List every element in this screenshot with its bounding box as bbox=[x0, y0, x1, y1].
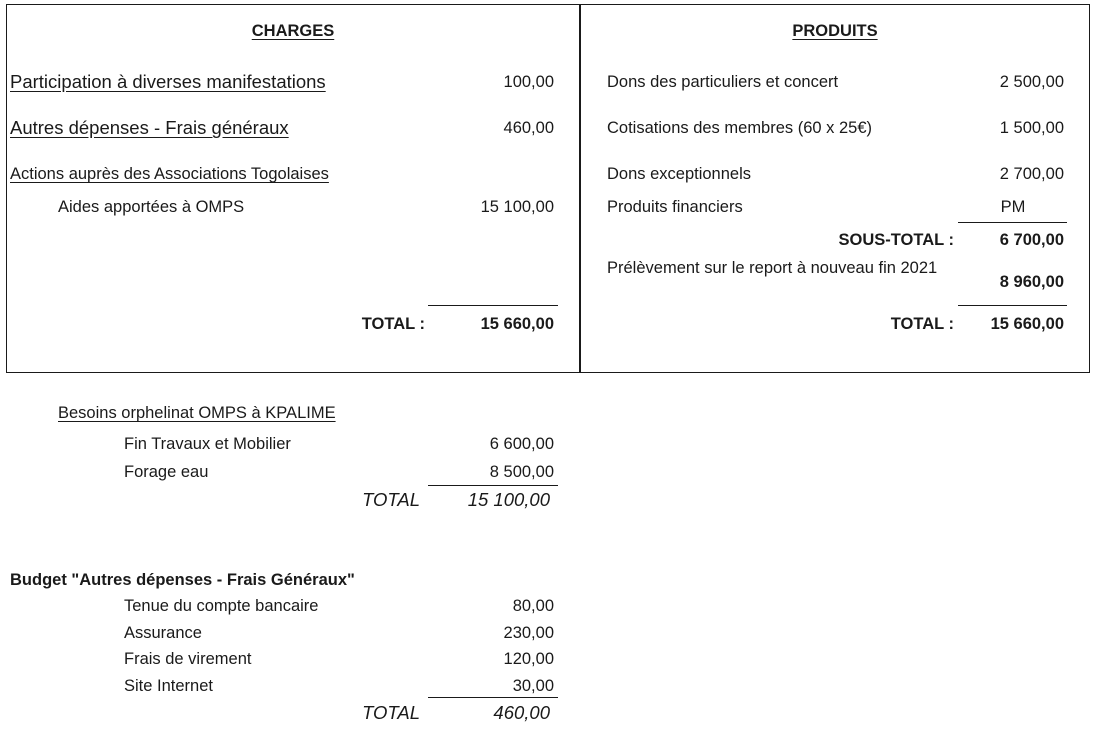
besoins-total-value: 15 100,00 bbox=[467, 489, 550, 510]
produit-amount-report: 8 960,00 bbox=[999, 273, 1064, 291]
budget-amount-site: 30,00 bbox=[512, 677, 554, 695]
charge-label-autres-depenses: Autres dépenses - Frais généraux bbox=[10, 117, 289, 138]
charges-total-rule bbox=[428, 305, 558, 306]
budget-label-site: Site Internet bbox=[124, 677, 213, 695]
budget-total-value: 460,00 bbox=[493, 702, 550, 723]
budget-total-rule bbox=[428, 697, 558, 698]
produits-total-rule bbox=[958, 305, 1067, 306]
produit-label-dons-exceptionnels: Dons exceptionnels bbox=[607, 165, 752, 183]
budget-amount-virement: 120,00 bbox=[503, 650, 554, 668]
charge-amount-participation: 100,00 bbox=[503, 73, 554, 91]
produit-label-dons-particuliers: Dons des particuliers et concert bbox=[607, 73, 839, 91]
charge-amount-aides-omps: 15 100,00 bbox=[480, 198, 554, 216]
charges-heading: CHARGES bbox=[251, 22, 335, 40]
charge-label-actions: Actions auprès des Associations Togolaises bbox=[10, 165, 329, 183]
budget-amount-assurance: 230,00 bbox=[503, 624, 554, 642]
budget-heading: Budget "Autres dépenses - Frais Généraux" bbox=[10, 571, 355, 589]
besoins-amount-travaux: 6 600,00 bbox=[489, 435, 554, 453]
produit-amount-financiers: PM bbox=[1000, 198, 1026, 216]
besoins-heading: Besoins orphelinat OMPS à KPALIME bbox=[58, 404, 336, 422]
produit-amount-dons-exceptionnels: 2 700,00 bbox=[999, 165, 1064, 183]
produit-label-financiers: Produits financiers bbox=[607, 198, 743, 216]
produits-subtotal-rule bbox=[958, 222, 1067, 223]
besoins-amount-forage: 8 500,00 bbox=[489, 463, 554, 481]
produit-amount-cotisations: 1 500,00 bbox=[999, 119, 1064, 137]
produits-subtotal-value: 6 700,00 bbox=[999, 231, 1064, 249]
charges-total-value: 15 660,00 bbox=[480, 315, 554, 333]
budget-label-virement: Frais de virement bbox=[124, 650, 252, 668]
budget-label-assurance: Assurance bbox=[124, 624, 202, 642]
charges-total-label: TOTAL : bbox=[361, 315, 425, 333]
produit-amount-dons-particuliers: 2 500,00 bbox=[999, 73, 1064, 91]
produits-heading: PRODUITS bbox=[792, 22, 878, 40]
charge-amount-autres-depenses: 460,00 bbox=[503, 119, 554, 137]
charge-label-aides-omps: Aides apportées à OMPS bbox=[58, 198, 245, 216]
besoins-label-travaux: Fin Travaux et Mobilier bbox=[124, 435, 291, 453]
produit-label-report: Prélèvement sur le report à nouveau fin 2021 bbox=[607, 259, 938, 277]
produit-label-cotisations: Cotisations des membres (60 x 25€) bbox=[607, 119, 873, 137]
produits-total-value: 15 660,00 bbox=[990, 315, 1064, 333]
produits-total-label: TOTAL : bbox=[890, 315, 954, 333]
budget-total-label: TOTAL bbox=[362, 702, 420, 723]
besoins-label-forage: Forage eau bbox=[124, 463, 209, 481]
charge-label-participation: Participation à diverses manifestations bbox=[10, 71, 326, 92]
table-divider bbox=[579, 4, 581, 373]
produits-subtotal-label: SOUS-TOTAL : bbox=[838, 231, 954, 249]
besoins-total-label: TOTAL bbox=[362, 489, 420, 510]
budget-amount-compte: 80,00 bbox=[512, 597, 554, 615]
besoins-total-rule bbox=[428, 485, 558, 486]
budget-label-compte: Tenue du compte bancaire bbox=[124, 597, 319, 615]
